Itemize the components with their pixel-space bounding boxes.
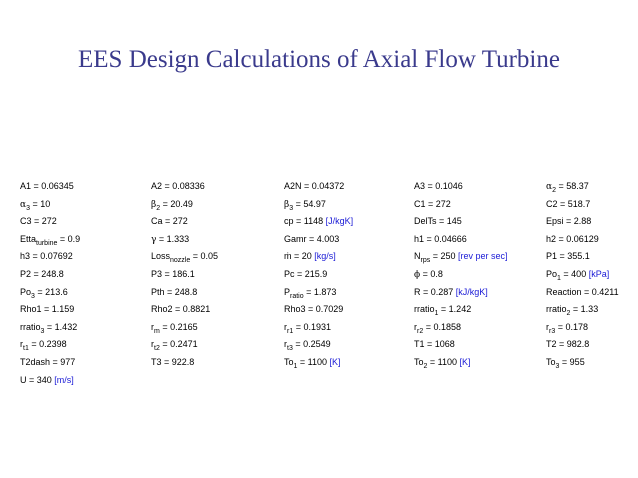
variable-unit: [J/kgK]	[325, 216, 354, 227]
result-cell	[414, 338, 455, 350]
result-cell	[546, 286, 619, 298]
variable-value: = 4.003	[306, 233, 340, 244]
variable-value: = 1100	[427, 356, 460, 367]
result-cell	[414, 321, 461, 335]
variable-value: = 0.08336	[162, 181, 205, 191]
result-cell	[284, 356, 341, 370]
variable-subscript: 2	[552, 187, 556, 194]
variable-value: = 0.9	[57, 233, 81, 244]
variable-name: r	[414, 321, 417, 332]
variable-name: A3	[414, 181, 426, 191]
variable-name: A1	[20, 181, 32, 191]
variable-name: ṁ	[284, 251, 292, 262]
variable-value: = 0.4211	[581, 286, 619, 297]
result-cell	[20, 250, 73, 262]
variable-value: = 955	[559, 356, 585, 367]
variable-value: = 1.33	[570, 304, 599, 315]
result-cell	[20, 198, 50, 212]
result-cell	[546, 198, 590, 210]
variable-name: Etta	[20, 233, 37, 244]
variable-name: Reaction	[546, 286, 582, 297]
variable-name: T3	[151, 356, 162, 367]
result-cell	[20, 180, 74, 192]
result-cell	[151, 198, 193, 212]
result-cell	[151, 215, 188, 227]
variable-unit: [kg/s]	[314, 251, 336, 262]
result-cell	[284, 303, 343, 315]
variable-name: α	[546, 182, 553, 192]
variable-name: Ca	[151, 216, 163, 227]
variable-name: C2	[546, 198, 558, 209]
result-cell	[20, 268, 64, 280]
result-cell	[414, 286, 488, 298]
variable-value: = 1.159	[41, 304, 75, 315]
page-title: EES Design Calculations of Axial Flow Turbine	[78, 46, 560, 73]
variable-name: To	[284, 356, 294, 367]
variable-value: = 0.1046	[425, 181, 463, 191]
result-cell	[546, 321, 588, 335]
variable-subscript: t1	[23, 345, 29, 353]
variable-subscript: turbine	[36, 239, 58, 247]
variable-name: Rho2	[151, 304, 173, 315]
result-cell	[284, 268, 327, 280]
variable-name: rratio	[546, 304, 567, 315]
variable-subscript: nozzle	[170, 257, 191, 265]
variable-value: = 0.05	[190, 251, 219, 262]
variable-name: h3	[20, 251, 31, 262]
variable-name: Loss	[151, 251, 171, 262]
variable-value: = 1.432	[44, 321, 78, 332]
variable-name: Epsi	[546, 216, 564, 227]
result-cell	[151, 321, 198, 335]
result-cell	[151, 356, 194, 368]
variable-name: β	[284, 199, 290, 210]
variable-name: rratio	[20, 321, 41, 332]
variable-value: = 213.6	[34, 286, 68, 297]
variable-unit: [rev per sec]	[458, 251, 508, 262]
variable-name: Rho3	[284, 304, 306, 315]
variable-value: = 248.8	[31, 268, 64, 279]
variable-value: = 215.9	[294, 268, 328, 279]
variable-value: = 58.37	[555, 181, 589, 191]
variable-name: Po	[546, 268, 558, 279]
variable-subscript: ratio	[290, 292, 304, 300]
variable-name: h1	[414, 233, 425, 244]
variable-subscript: rps	[420, 257, 431, 265]
result-cell	[20, 233, 80, 247]
variable-name: DelTs	[414, 216, 437, 227]
variable-value: = 0.06345	[31, 181, 74, 191]
variable-name: To	[414, 356, 424, 367]
variable-subscript: 1	[557, 274, 561, 282]
result-cell	[20, 338, 67, 352]
variable-value: = 0.1858	[423, 321, 462, 332]
result-cell	[414, 250, 508, 264]
variable-subscript: 3	[26, 204, 30, 212]
variable-subscript: 2	[156, 204, 161, 212]
result-cell	[151, 268, 195, 280]
variable-value: = 400	[560, 268, 589, 279]
variable-name: N	[414, 251, 421, 262]
result-cell	[20, 303, 74, 315]
result-cell	[546, 303, 598, 317]
result-cell	[284, 180, 344, 192]
result-cell	[414, 180, 463, 192]
result-cell	[546, 180, 589, 194]
variable-subscript: 3	[289, 204, 294, 212]
variable-value: = 10	[29, 198, 51, 209]
result-cell	[151, 180, 205, 192]
result-cell	[414, 356, 471, 370]
result-cell	[414, 215, 462, 227]
result-cell	[284, 286, 336, 300]
result-cell	[546, 338, 589, 350]
result-cell	[284, 338, 331, 352]
variable-name: Po	[20, 286, 32, 297]
result-cell	[20, 215, 57, 227]
variable-value: = 272	[31, 216, 57, 227]
variable-name: r	[546, 321, 549, 332]
variable-name: r	[284, 321, 287, 332]
variable-value: = 54.97	[293, 198, 326, 209]
variable-subscript: 2	[423, 362, 428, 370]
variable-value: = 250	[430, 251, 459, 262]
variable-name: T1	[414, 339, 425, 350]
result-cell	[151, 250, 218, 264]
variable-value: = 355.1	[557, 251, 590, 262]
variable-name: P3	[151, 268, 163, 279]
variable-value: = 0.7029	[305, 304, 344, 315]
result-cell	[546, 215, 591, 227]
variable-value: = 0.04666	[424, 233, 467, 244]
variable-value: = 186.1	[162, 268, 195, 279]
variable-value: = 1.242	[438, 304, 472, 315]
variable-name: To	[546, 356, 556, 367]
variable-value: = 922.8	[161, 356, 195, 367]
variable-name: A2	[151, 181, 163, 191]
variable-subscript: m	[154, 327, 160, 335]
result-cell	[284, 215, 353, 227]
variable-value: = 1.873	[303, 286, 337, 297]
variable-value: = 145	[436, 216, 462, 227]
variable-value: = 0.07692	[30, 251, 73, 262]
variable-name: R	[414, 286, 421, 297]
variable-subscript: 3	[40, 327, 45, 335]
variable-name: r	[151, 339, 154, 350]
variable-subscript: t2	[154, 345, 160, 353]
variable-value: = 1.333	[156, 233, 190, 244]
variable-name: T2dash	[20, 356, 51, 367]
variable-subscript: r1	[287, 327, 294, 335]
variable-name: α	[20, 199, 27, 210]
result-cell	[284, 250, 336, 262]
variable-unit: [kPa]	[588, 268, 610, 279]
variable-subscript: 3	[31, 292, 35, 300]
variable-value: = 2.88	[563, 216, 592, 227]
result-cell	[284, 233, 339, 245]
variable-value: = 0.04372	[301, 181, 345, 191]
variable-name: r	[151, 321, 154, 332]
variable-value: = 1068	[424, 339, 455, 350]
variable-value: = 0.178	[555, 321, 589, 332]
variable-name: β	[151, 199, 157, 210]
variable-subscript: r3	[549, 327, 556, 335]
result-cell	[151, 233, 189, 246]
variable-value: = 0.8	[420, 268, 443, 279]
result-cell	[20, 286, 68, 300]
variable-name: U	[20, 374, 27, 385]
variable-name: P	[284, 286, 291, 297]
variable-name: Gamr	[284, 233, 307, 244]
result-cell	[151, 303, 210, 315]
variable-name: h2	[546, 233, 557, 244]
variable-name: T2	[546, 339, 557, 350]
variable-value: = 20.49	[160, 198, 193, 209]
variable-value: = 248.8	[164, 286, 198, 297]
variable-name: γ	[151, 234, 157, 245]
variable-value: = 0.2549	[292, 339, 331, 350]
variable-name: r	[284, 339, 287, 350]
variable-value: = 518.7	[557, 198, 591, 209]
variable-value: = 982.8	[556, 339, 590, 350]
variable-name: ϕ	[414, 269, 421, 280]
variable-value: = 0.06129	[556, 233, 599, 244]
variable-name: Pth	[151, 286, 165, 297]
variable-value: = 272	[425, 198, 451, 209]
result-cell	[151, 286, 197, 298]
result-cell	[284, 321, 331, 335]
variable-value: = 0.287	[420, 286, 456, 297]
variable-value: = 1148	[293, 216, 326, 227]
variable-value: = 0.2165	[159, 321, 198, 332]
result-cell	[414, 233, 467, 245]
variable-name: C1	[414, 198, 426, 209]
result-cell	[20, 356, 75, 368]
variable-value: = 340	[26, 374, 55, 385]
variable-unit: [K]	[459, 356, 471, 367]
variable-name: rratio	[414, 304, 435, 315]
result-cell	[546, 250, 590, 262]
variable-name: Rho1	[20, 304, 42, 315]
variable-name: r	[20, 339, 23, 350]
variable-name: P1	[546, 251, 558, 262]
variable-value: = 0.8821	[172, 304, 211, 315]
variable-subscript: t3	[287, 345, 293, 353]
variable-unit: [m/s]	[54, 374, 74, 385]
result-cell	[151, 338, 198, 352]
variable-name: A2N	[284, 181, 302, 191]
result-cell	[546, 356, 585, 370]
result-cell	[414, 198, 451, 210]
result-cell	[284, 198, 326, 212]
result-cell	[546, 268, 609, 282]
result-cell	[20, 374, 74, 386]
variable-value: = 0.2471	[159, 339, 198, 350]
result-cell	[414, 303, 471, 317]
variable-subscript: 3	[555, 362, 560, 370]
result-cell	[20, 321, 77, 335]
variable-unit: [kJ/kgK]	[455, 286, 488, 297]
variable-name: P2	[20, 268, 32, 279]
result-cell	[414, 268, 443, 281]
result-cell	[546, 233, 599, 245]
variable-value: = 0.2398	[28, 339, 67, 350]
variable-subscript: 1	[293, 362, 298, 370]
variable-name: Pc	[284, 268, 295, 279]
variable-value: = 272	[162, 216, 188, 227]
variable-subscript: 2	[566, 310, 571, 318]
variable-name: C3	[20, 216, 32, 227]
variable-name: cp	[284, 216, 294, 227]
variable-value: = 1100	[297, 356, 330, 367]
variable-value: = 20	[291, 251, 315, 262]
variable-subscript: r2	[417, 327, 424, 335]
variable-value: = 0.1931	[293, 321, 332, 332]
variable-value: = 977	[50, 356, 76, 367]
variable-subscript: 1	[434, 310, 439, 318]
variable-unit: [K]	[329, 356, 341, 367]
